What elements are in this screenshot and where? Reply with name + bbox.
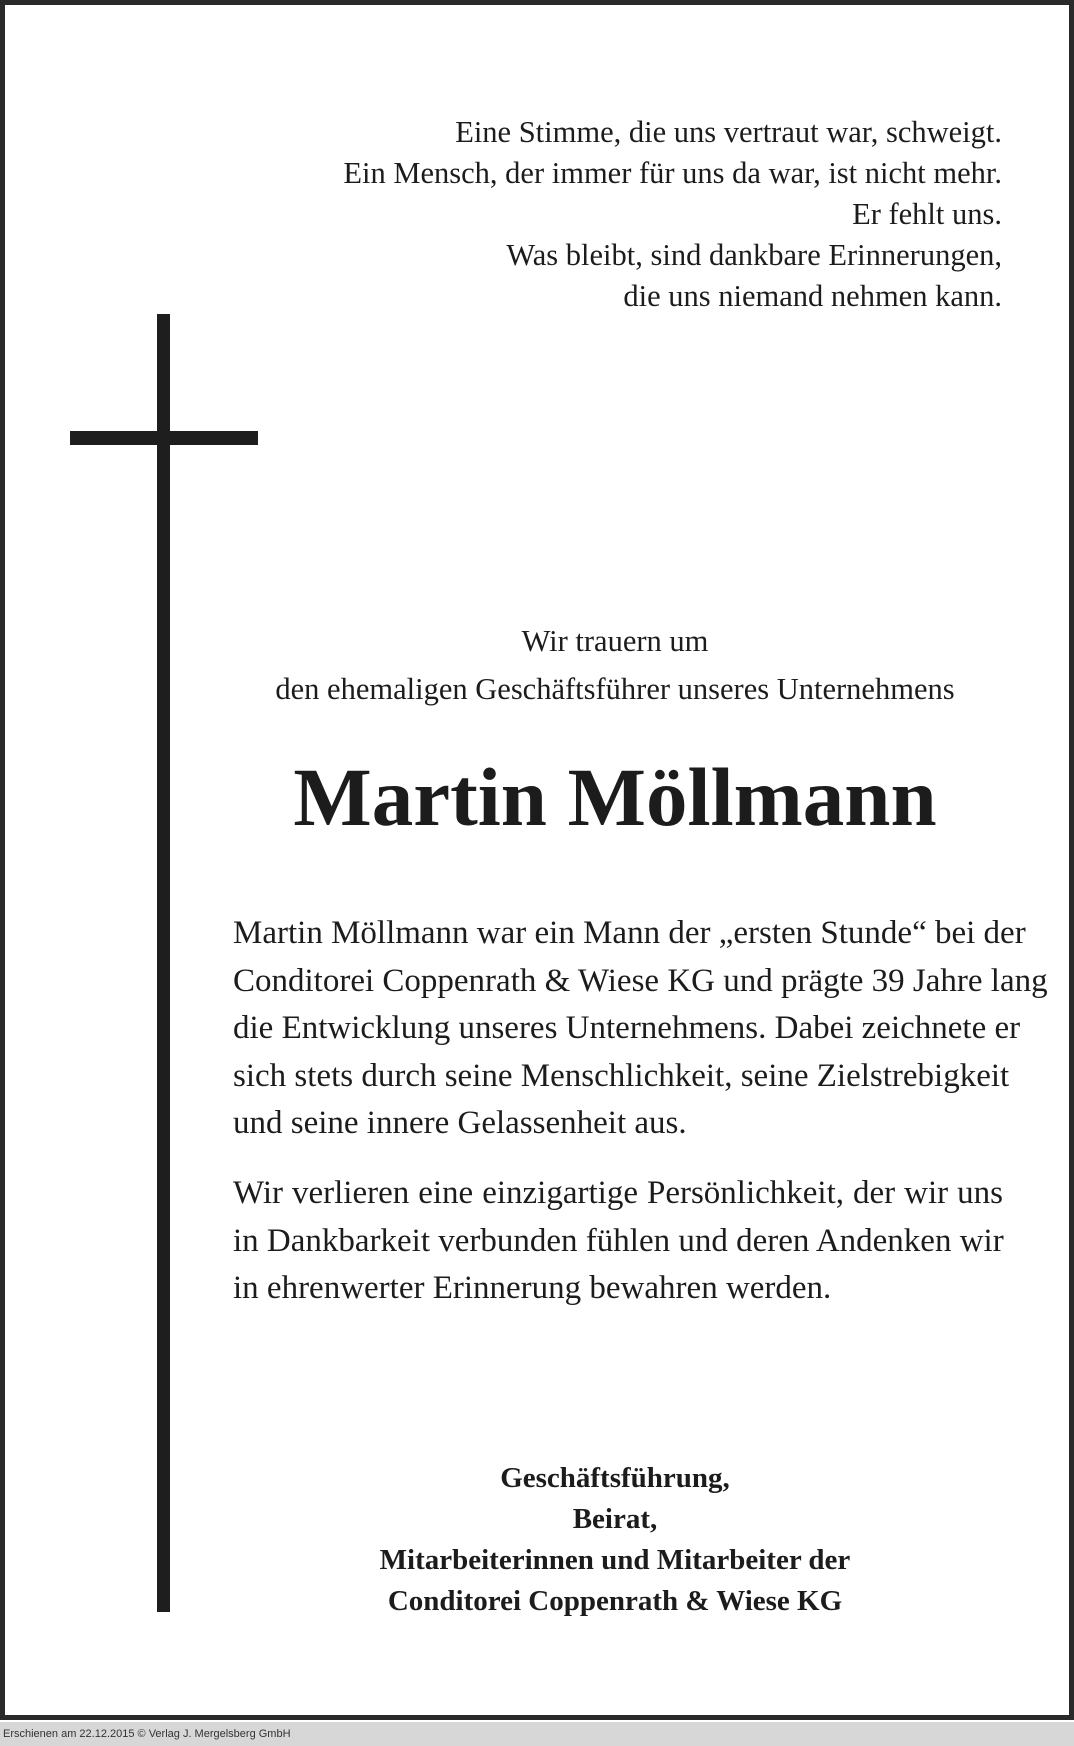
signature-line: Geschäftsführung, — [500, 1462, 730, 1494]
signature-block — [235, 1458, 995, 1622]
tribute-paragraph — [233, 1170, 1003, 1313]
memorial-poem — [302, 112, 1002, 317]
poem-line: Ein Mensch, der immer für uns da war, ist nicht mehr. — [343, 156, 1002, 190]
paragraph-line: Conditorei Coppenrath & Wiese KG und prägte 39 Jahre lang — [233, 962, 1048, 999]
paragraph-line: die Entwicklung unseres Unternehmens. Dabei zeichnete er — [233, 1010, 1021, 1046]
paragraph-line: Wir verlieren eine einzigartige Persönlichkeit, der wir uns — [233, 1175, 1003, 1211]
poem-line: Was bleibt, sind dankbare Erinnerungen, — [506, 238, 1002, 272]
poem-line: Eine Stimme, die uns vertraut war, schweigt. — [455, 115, 1002, 149]
mourning-intro — [235, 617, 995, 713]
intro-line: den ehemaligen Geschäftsführer unseres Unternehmens — [275, 672, 955, 706]
publication-footer: Erschienen am 22.12.2015 © Verlag J. Mergelsberg GmbH — [0, 1722, 1074, 1746]
paragraph-line: in Dankbarkeit verbunden fühlen und deren Andenken wir — [233, 1222, 1004, 1259]
poem-line: die uns niemand nehmen kann. — [623, 279, 1002, 313]
paragraph-line: Martin Möllmann war ein Mann der „ersten Stunde“ bei der — [233, 915, 1026, 951]
deceased-name: Martin Möllmann — [293, 751, 937, 843]
poem-line: Er fehlt uns. — [852, 197, 1002, 231]
paragraph-line: sich stets durch seine Menschlichkeit, seine Zielstrebigkeit — [233, 1057, 1010, 1094]
cross-icon — [157, 314, 170, 1612]
signature-line: Conditorei Coppenrath & Wiese KG — [387, 1585, 843, 1617]
signature-line: Mitarbeiterinnen und Mitarbeiter der — [379, 1544, 851, 1576]
signature-line: Beirat, — [572, 1503, 658, 1535]
paragraph-line: in ehrenwerter Erinnerung bewahren werden. — [233, 1270, 832, 1306]
intro-line: Wir trauern um — [521, 624, 709, 658]
tribute-paragraph — [233, 910, 1048, 1148]
cross-icon-crossbar — [70, 431, 258, 445]
paragraph-line: und seine innere Gelassenheit aus. — [233, 1105, 687, 1141]
